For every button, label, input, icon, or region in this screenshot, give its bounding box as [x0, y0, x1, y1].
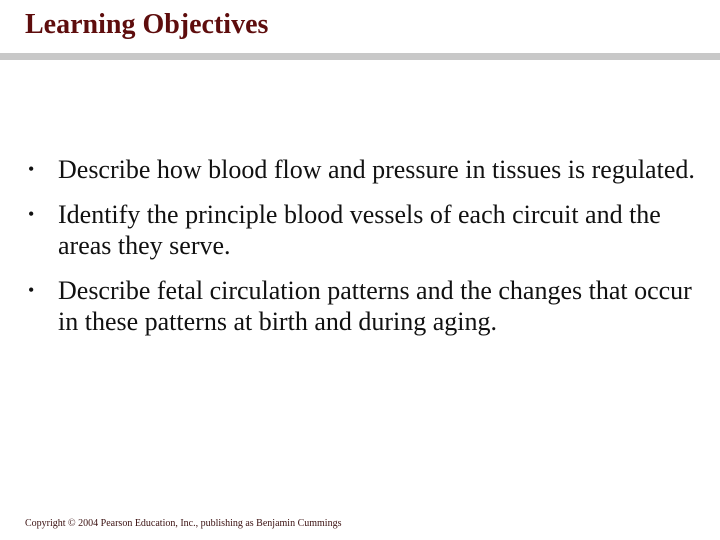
title-divider [0, 53, 720, 60]
bullet-icon: • [28, 280, 35, 300]
list-item [28, 275, 708, 337]
copyright-notice: Copyright © 2004 Pearson Education, Inc., publishing as Benjamin Cummings [25, 518, 342, 529]
bullet-icon: • [28, 204, 35, 224]
bullet-icon: • [28, 159, 35, 179]
list-item [28, 154, 708, 185]
bullet-text: Identify the principle blood vessels of each circuit and the areas they serve. [58, 200, 661, 260]
slide-title: Learning Objectives [25, 9, 269, 40]
list-item [28, 199, 708, 261]
objectives-list [28, 154, 708, 351]
bullet-text: Describe how blood flow and pressure in tissues is regulated. [58, 155, 695, 184]
bullet-text: Describe fetal circulation patterns and the changes that occur in these patterns at birth and during aging. [58, 276, 692, 336]
